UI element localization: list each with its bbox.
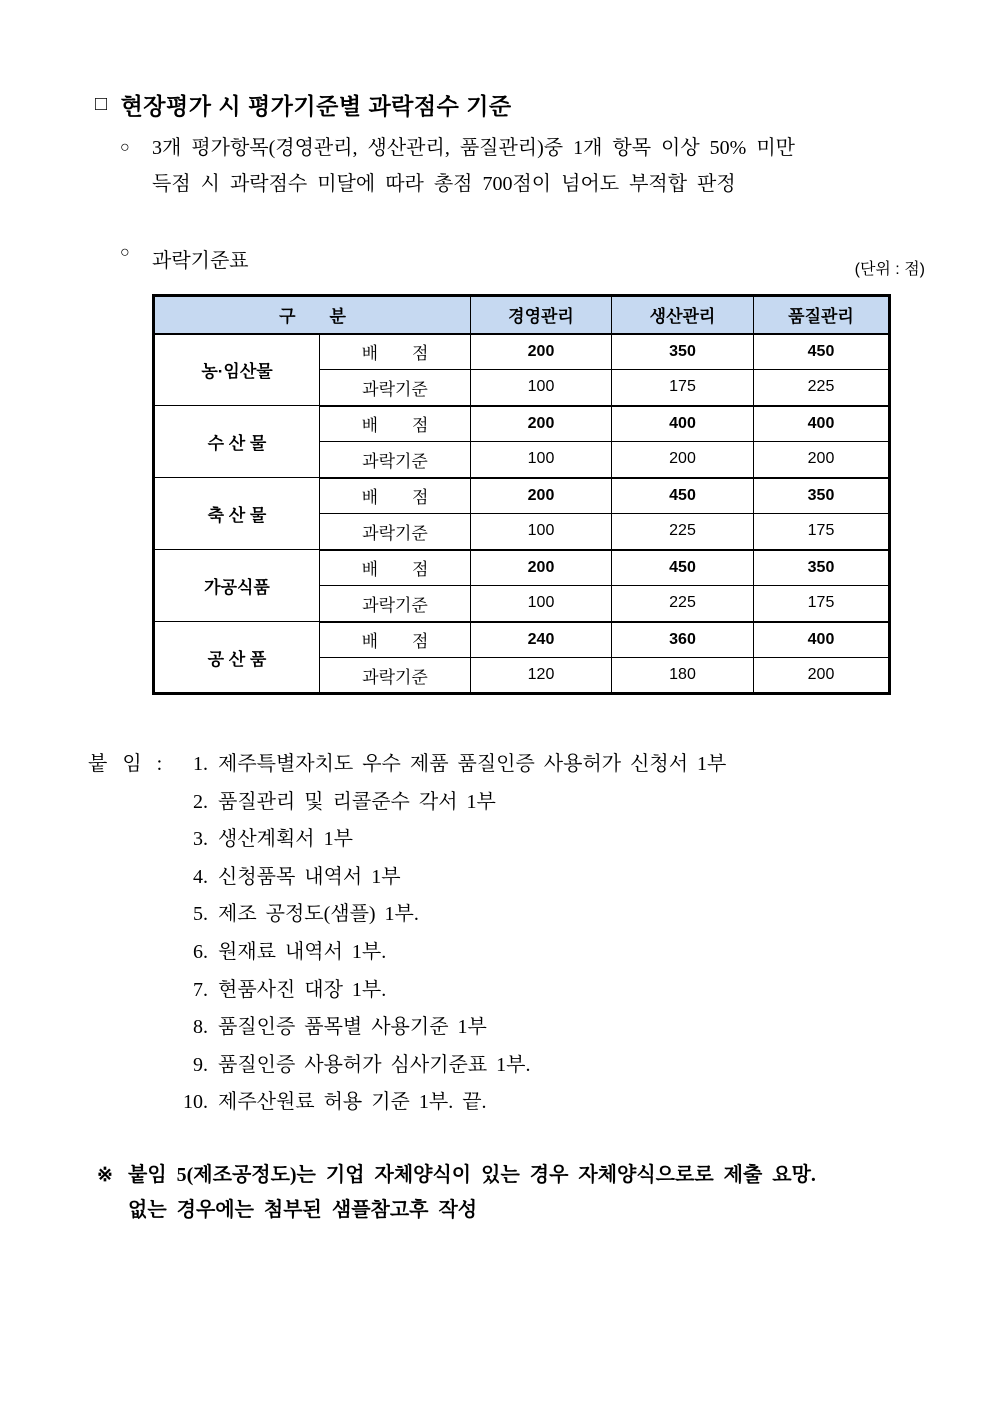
item-text: 생산계획서 1부: [218, 828, 353, 851]
cutoff-value: 200: [754, 442, 890, 478]
cutoff-value: 225: [754, 370, 890, 406]
criteria-line-1: 3개 평가항목(경영관리, 생산관리, 품질관리)중 1개 항목 이상 50% 미만: [152, 137, 795, 159]
attachments-label-spacer: [88, 1047, 172, 1085]
list-item: [88, 896, 726, 934]
attachments-label-spacer: [88, 1009, 172, 1047]
item-text: 품질인증 사용허가 심사기준표 1부.: [218, 1053, 531, 1076]
table-caption: [120, 244, 249, 273]
allot-label: 배 점: [320, 550, 471, 586]
cutoff-label: 과락기준: [320, 370, 471, 406]
criteria-paragraph: [120, 130, 920, 202]
item-number: 4.: [193, 865, 208, 888]
list-item: [88, 1084, 726, 1122]
cutoff-value: 175: [754, 586, 890, 622]
category-cell: 수 산 물: [154, 406, 320, 478]
circle-bullet-icon: ○: [120, 139, 130, 156]
item-number: 9.: [193, 1053, 208, 1076]
item-text: 신청품목 내역서 1부: [218, 865, 401, 888]
attachments-label-spacer: [88, 896, 172, 934]
table-row: [154, 334, 890, 370]
attachments-label-spacer: [88, 972, 172, 1010]
cutoff-label: 과락기준: [320, 442, 471, 478]
cutoff-label: 과락기준: [320, 658, 471, 694]
footnote-line-2: 없는 경우에는 첨부된 샘플참고후 작성: [128, 1199, 478, 1221]
square-bullet-icon: □: [95, 93, 108, 115]
header-management: 경영관리: [471, 296, 612, 334]
attachments-label-spacer: [88, 821, 172, 859]
list-item: [88, 821, 726, 859]
allot-value: 360: [612, 622, 754, 658]
allot-value: 450: [612, 478, 754, 514]
cutoff-value: 100: [471, 514, 612, 550]
table-header-row: [154, 296, 890, 334]
page-title: [95, 88, 512, 121]
page-title-text: 현장평가 시 평가기준별 과락점수 기준: [120, 93, 512, 119]
cutoff-label: 과락기준: [320, 586, 471, 622]
category-cell: 농·임산물: [154, 334, 320, 406]
allot-label: 배 점: [320, 622, 471, 658]
item-text: 제조 공정도(샘플) 1부.: [218, 903, 419, 926]
attachments-list: [88, 746, 726, 1122]
attachments-label-spacer: [88, 859, 172, 897]
reference-mark-icon: ※: [97, 1165, 113, 1186]
list-item: [88, 1009, 726, 1047]
allot-value: 350: [754, 550, 890, 586]
item-text: 제주산원료 허용 기준 1부. 끝.: [218, 1091, 487, 1114]
footnote-text: [128, 1158, 816, 1228]
cutoff-criteria-table: [152, 294, 891, 695]
table-caption-text: 과락기준표: [152, 250, 249, 272]
allot-value: 450: [612, 550, 754, 586]
list-item: [88, 784, 726, 822]
allot-value: 200: [471, 406, 612, 442]
unit-note: (단위 : 점): [854, 261, 925, 278]
item-number: 8.: [193, 1016, 208, 1039]
cutoff-value: 175: [754, 514, 890, 550]
category-cell: 가공식품: [154, 550, 320, 622]
cutoff-label: 과락기준: [320, 514, 471, 550]
allot-value: 350: [754, 478, 890, 514]
cutoff-value: 180: [612, 658, 754, 694]
table-row: [154, 406, 890, 442]
item-text: 원재료 내역서 1부.: [218, 940, 387, 963]
criteria-line-2: 득점 시 과락점수 미달에 따라 총점 700점이 넘어도 부적합 판정: [152, 173, 736, 195]
item-number: 7.: [193, 978, 208, 1001]
table-row: [154, 622, 890, 658]
allot-value: 400: [612, 406, 754, 442]
item-number: 2.: [193, 790, 208, 813]
item-number: 1.: [193, 753, 208, 775]
item-number: 5.: [193, 903, 208, 926]
cutoff-value: 200: [612, 442, 754, 478]
attachments-label-spacer: [88, 934, 172, 972]
cutoff-value: 100: [471, 370, 612, 406]
allot-value: 200: [471, 478, 612, 514]
list-item: [88, 1047, 726, 1085]
cutoff-value: 175: [612, 370, 754, 406]
category-cell: 축 산 물: [154, 478, 320, 550]
allot-label: 배 점: [320, 478, 471, 514]
item-text: 품질인증 품목별 사용기준 1부: [218, 1016, 487, 1039]
item-number: 6.: [193, 940, 208, 963]
allot-value: 350: [612, 334, 754, 370]
allot-value: 400: [754, 622, 890, 658]
criteria-paragraph-text: [152, 130, 795, 202]
list-item: [88, 746, 726, 784]
attachments-label-spacer: [88, 784, 172, 822]
allot-label: 배 점: [320, 334, 471, 370]
attachments-label-spacer: [88, 1084, 172, 1122]
circle-bullet-icon: ○: [120, 244, 130, 261]
footnote: [97, 1158, 937, 1228]
item-number: 10.: [183, 1091, 208, 1114]
allot-value: 240: [471, 622, 612, 658]
cutoff-value: 120: [471, 658, 612, 694]
item-text: 품질관리 및 리콜준수 각서 1부: [218, 790, 496, 813]
cutoff-value: 225: [612, 514, 754, 550]
allot-value: 400: [754, 406, 890, 442]
allot-label: 배 점: [320, 406, 471, 442]
list-item: [88, 972, 726, 1010]
header-quality: 품질관리: [754, 296, 890, 334]
item-number: 3.: [193, 828, 208, 851]
cutoff-value: 100: [471, 442, 612, 478]
cutoff-value: 100: [471, 586, 612, 622]
table-row: [154, 478, 890, 514]
allot-value: 200: [471, 334, 612, 370]
item-text: 제주특별자치도 우수 제품 품질인증 사용허가 신청서 1부: [218, 753, 727, 775]
item-text: 현품사진 대장 1부.: [218, 978, 387, 1001]
list-item: [88, 859, 726, 897]
footnote-line-1: 붙임 5(제조공정도)는 기업 자체양식이 있는 경우 자체양식으로로 제출 요망.: [128, 1164, 816, 1186]
cutoff-value: 200: [754, 658, 890, 694]
category-cell: 공 산 품: [154, 622, 320, 694]
list-item: [88, 934, 726, 972]
header-production: 생산관리: [612, 296, 754, 334]
header-gubun: 구 분: [154, 296, 471, 334]
cutoff-value: 225: [612, 586, 754, 622]
table-row: [154, 550, 890, 586]
allot-value: 200: [471, 550, 612, 586]
attachments-label: 붙 임 :: [88, 753, 163, 775]
allot-value: 450: [754, 334, 890, 370]
